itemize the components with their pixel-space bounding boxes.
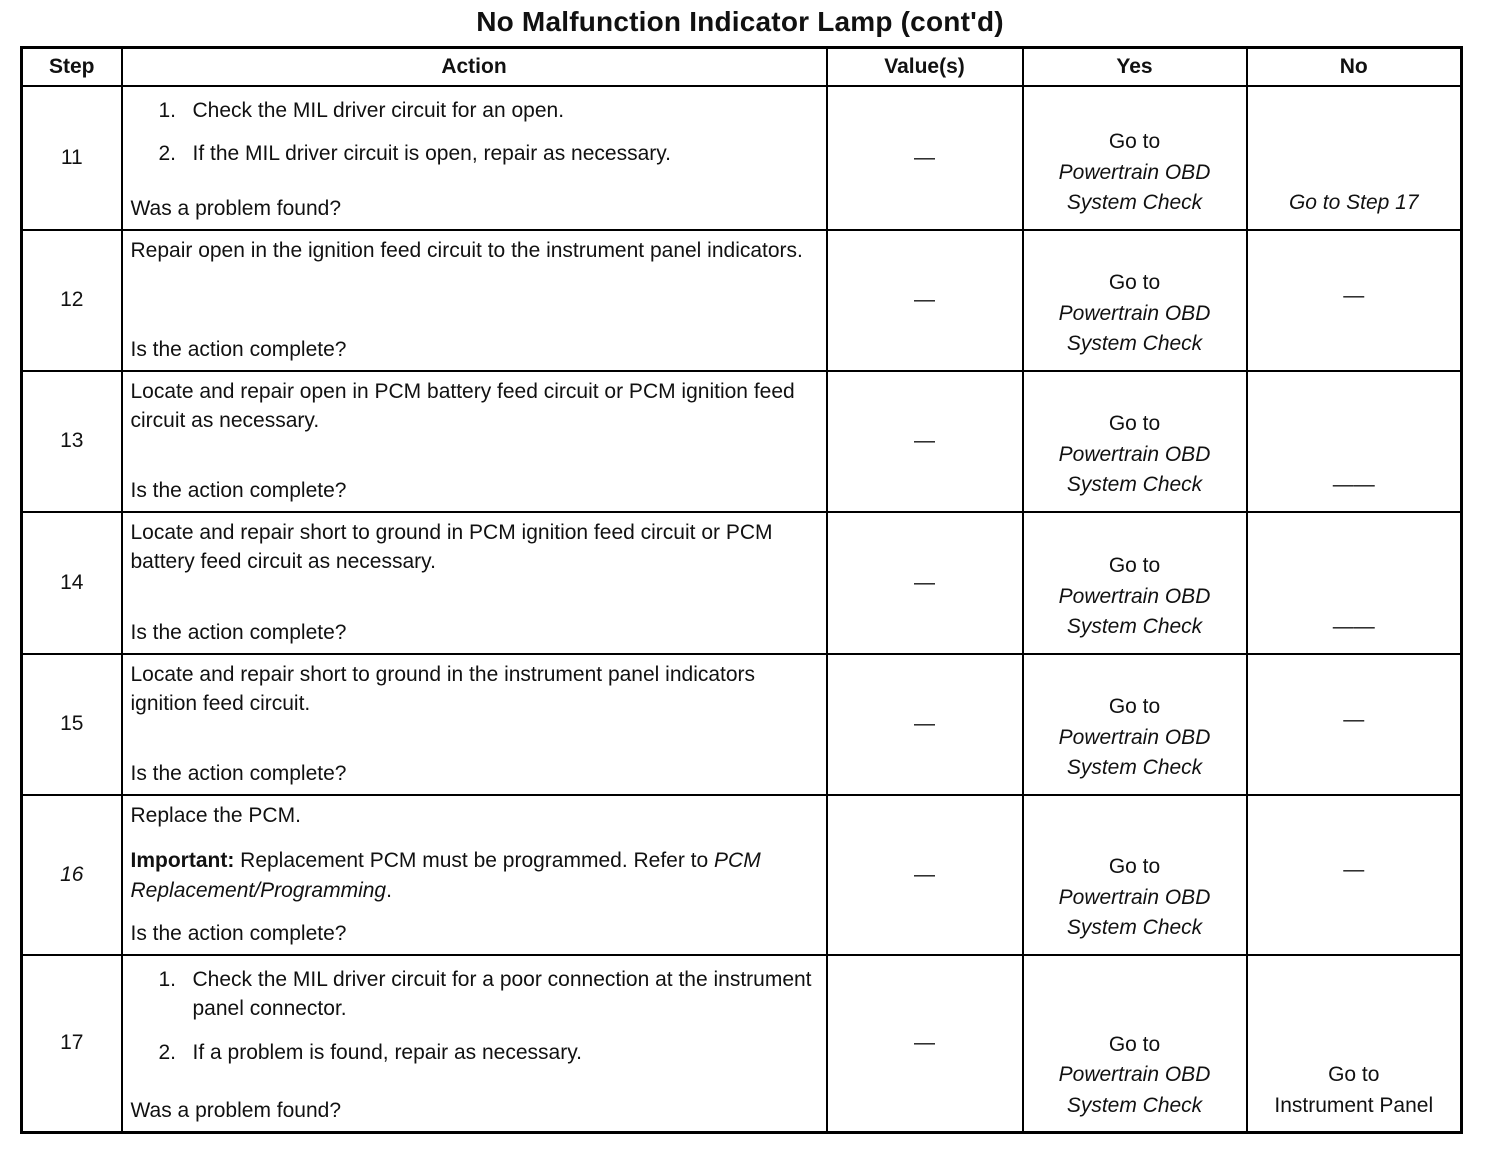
goto-target: Powertrain OBD bbox=[1058, 301, 1211, 325]
goto-target: System Check bbox=[1066, 756, 1203, 780]
diagnostic-table bbox=[20, 46, 1463, 1134]
table-body bbox=[22, 86, 1462, 1133]
values-cell: — bbox=[827, 654, 1023, 795]
goto-target: Powertrain OBD bbox=[1058, 725, 1211, 749]
no-text: Go to Step 17 bbox=[1288, 191, 1419, 215]
goto-text: Go to bbox=[1108, 412, 1161, 436]
text-segment: If a problem is found, repair as necessary. bbox=[192, 1041, 582, 1065]
yes-cell bbox=[1023, 230, 1247, 371]
goto-target: System Check bbox=[1066, 1093, 1203, 1117]
values-cell: — bbox=[827, 86, 1023, 230]
goto-target: Powertrain OBD bbox=[1058, 442, 1211, 466]
step-cell: 13 bbox=[22, 371, 122, 512]
yes-cell bbox=[1023, 512, 1247, 654]
action-cell bbox=[122, 654, 827, 795]
table-row bbox=[22, 955, 1462, 1133]
action-paragraph bbox=[131, 377, 818, 437]
item-number: 1. bbox=[158, 98, 177, 122]
values-cell: — bbox=[827, 512, 1023, 654]
numbered-item bbox=[131, 139, 818, 169]
goto-target: System Check bbox=[1066, 473, 1203, 497]
header-yes: Yes bbox=[1023, 48, 1247, 86]
goto-text: Go to bbox=[1108, 855, 1161, 879]
text-segment: If the MIL driver circuit is open, repair as necessary. bbox=[192, 142, 672, 166]
values-cell: — bbox=[827, 230, 1023, 371]
action-cell bbox=[122, 371, 827, 512]
text-segment: . bbox=[386, 879, 392, 903]
action-cell bbox=[122, 955, 827, 1133]
goto-text: Go to bbox=[1108, 271, 1161, 295]
text-segment: PCM Replacement/Programming bbox=[130, 849, 761, 903]
table-row bbox=[22, 795, 1462, 955]
goto-target: Powertrain OBD bbox=[1058, 885, 1211, 909]
goto-target: Powertrain OBD bbox=[1058, 160, 1211, 184]
no-text: —— bbox=[1332, 473, 1375, 497]
action-cell bbox=[122, 86, 827, 230]
no-text: — bbox=[1343, 707, 1365, 731]
no-cell bbox=[1247, 86, 1462, 230]
text-segment: Locate and repair short to ground in PCM ignition feed circuit or PCM battery feed circuit as necessary. bbox=[130, 520, 773, 574]
action-paragraph bbox=[131, 660, 818, 720]
step-cell: 14 bbox=[22, 512, 122, 654]
step-cell: 11 bbox=[22, 86, 122, 230]
goto-target: Powertrain OBD bbox=[1058, 584, 1211, 608]
table-header bbox=[22, 48, 1462, 86]
no-text: Go to bbox=[1328, 1063, 1380, 1087]
no-cell bbox=[1247, 795, 1462, 955]
text-segment: Locate and repair short to ground in the instrument panel indicators ignition feed circuit. bbox=[130, 662, 756, 716]
yes-cell bbox=[1023, 86, 1247, 230]
goto-text: Go to bbox=[1108, 130, 1161, 154]
text-segment: Replacement PCM must be programmed. Refer to bbox=[234, 849, 715, 873]
question-text: Is the action complete? bbox=[130, 921, 347, 945]
item-number: 2. bbox=[158, 142, 177, 166]
question-text: Was a problem found? bbox=[130, 1099, 342, 1123]
numbered-item bbox=[131, 96, 818, 126]
action-cell bbox=[122, 512, 827, 654]
item-text bbox=[193, 965, 818, 1025]
goto-text: Go to bbox=[1108, 695, 1161, 719]
yes-cell bbox=[1023, 955, 1247, 1133]
action-paragraph bbox=[131, 518, 818, 578]
no-text: — bbox=[1343, 283, 1365, 307]
header-values: Value(s) bbox=[827, 48, 1023, 86]
action-paragraph bbox=[131, 801, 818, 831]
values-cell: — bbox=[827, 795, 1023, 955]
numbered-item bbox=[131, 1038, 818, 1068]
numbered-item bbox=[131, 965, 818, 1025]
goto-target: System Check bbox=[1066, 332, 1203, 356]
item-number: 2. bbox=[158, 1041, 177, 1065]
text-segment: Check the MIL driver circuit for an open. bbox=[192, 98, 565, 122]
no-text: Instrument Panel bbox=[1274, 1093, 1434, 1117]
table-row bbox=[22, 230, 1462, 371]
yes-cell bbox=[1023, 795, 1247, 955]
goto-target: System Check bbox=[1066, 191, 1203, 215]
action-paragraph bbox=[131, 846, 818, 906]
action-paragraph bbox=[131, 236, 818, 266]
goto-target: System Check bbox=[1066, 916, 1203, 940]
no-text: — bbox=[1343, 858, 1365, 882]
no-cell bbox=[1247, 371, 1462, 512]
step-cell: 16 bbox=[22, 795, 122, 955]
goto-text: Go to bbox=[1108, 1032, 1161, 1056]
header-step: Step bbox=[22, 48, 122, 86]
item-number: 1. bbox=[158, 967, 177, 991]
goto-target: System Check bbox=[1066, 615, 1203, 639]
no-cell bbox=[1247, 512, 1462, 654]
question-text: Is the action complete? bbox=[130, 478, 347, 502]
no-text: —— bbox=[1332, 615, 1375, 639]
step-cell: 15 bbox=[22, 654, 122, 795]
text-segment: Important: bbox=[130, 849, 235, 873]
text-segment: Locate and repair open in PCM battery feed circuit or PCM ignition feed circuit as necessary. bbox=[130, 379, 795, 433]
text-segment: Replace the PCM. bbox=[130, 803, 301, 827]
item-text bbox=[193, 1038, 818, 1068]
question-text: Is the action complete? bbox=[130, 337, 347, 361]
table-row bbox=[22, 86, 1462, 230]
values-cell: — bbox=[827, 955, 1023, 1133]
page-title: No Malfunction Indicator Lamp (cont'd) bbox=[476, 6, 1004, 37]
table-row bbox=[22, 654, 1462, 795]
goto-text: Go to bbox=[1108, 554, 1161, 578]
yes-cell bbox=[1023, 654, 1247, 795]
item-text bbox=[193, 96, 818, 126]
values-cell: — bbox=[827, 371, 1023, 512]
action-cell bbox=[122, 795, 827, 955]
header-action: Action bbox=[122, 48, 827, 86]
no-cell bbox=[1247, 955, 1462, 1133]
table-row bbox=[22, 371, 1462, 512]
header-no: No bbox=[1247, 48, 1462, 86]
question-text: Was a problem found? bbox=[130, 196, 342, 220]
header-row bbox=[22, 48, 1462, 86]
item-text bbox=[193, 139, 818, 169]
question-text: Is the action complete? bbox=[130, 620, 347, 644]
question-text: Is the action complete? bbox=[130, 761, 347, 785]
no-cell bbox=[1247, 230, 1462, 371]
table-row bbox=[22, 512, 1462, 654]
action-cell bbox=[122, 230, 827, 371]
step-cell: 12 bbox=[22, 230, 122, 371]
text-segment: Repair open in the ignition feed circuit to the instrument panel indicators. bbox=[130, 238, 803, 262]
text-segment: Check the MIL driver circuit for a poor connection at the instrument panel connector. bbox=[192, 967, 812, 1021]
step-cell: 17 bbox=[22, 955, 122, 1133]
yes-cell bbox=[1023, 371, 1247, 512]
goto-target: Powertrain OBD bbox=[1058, 1063, 1211, 1087]
no-cell bbox=[1247, 654, 1462, 795]
